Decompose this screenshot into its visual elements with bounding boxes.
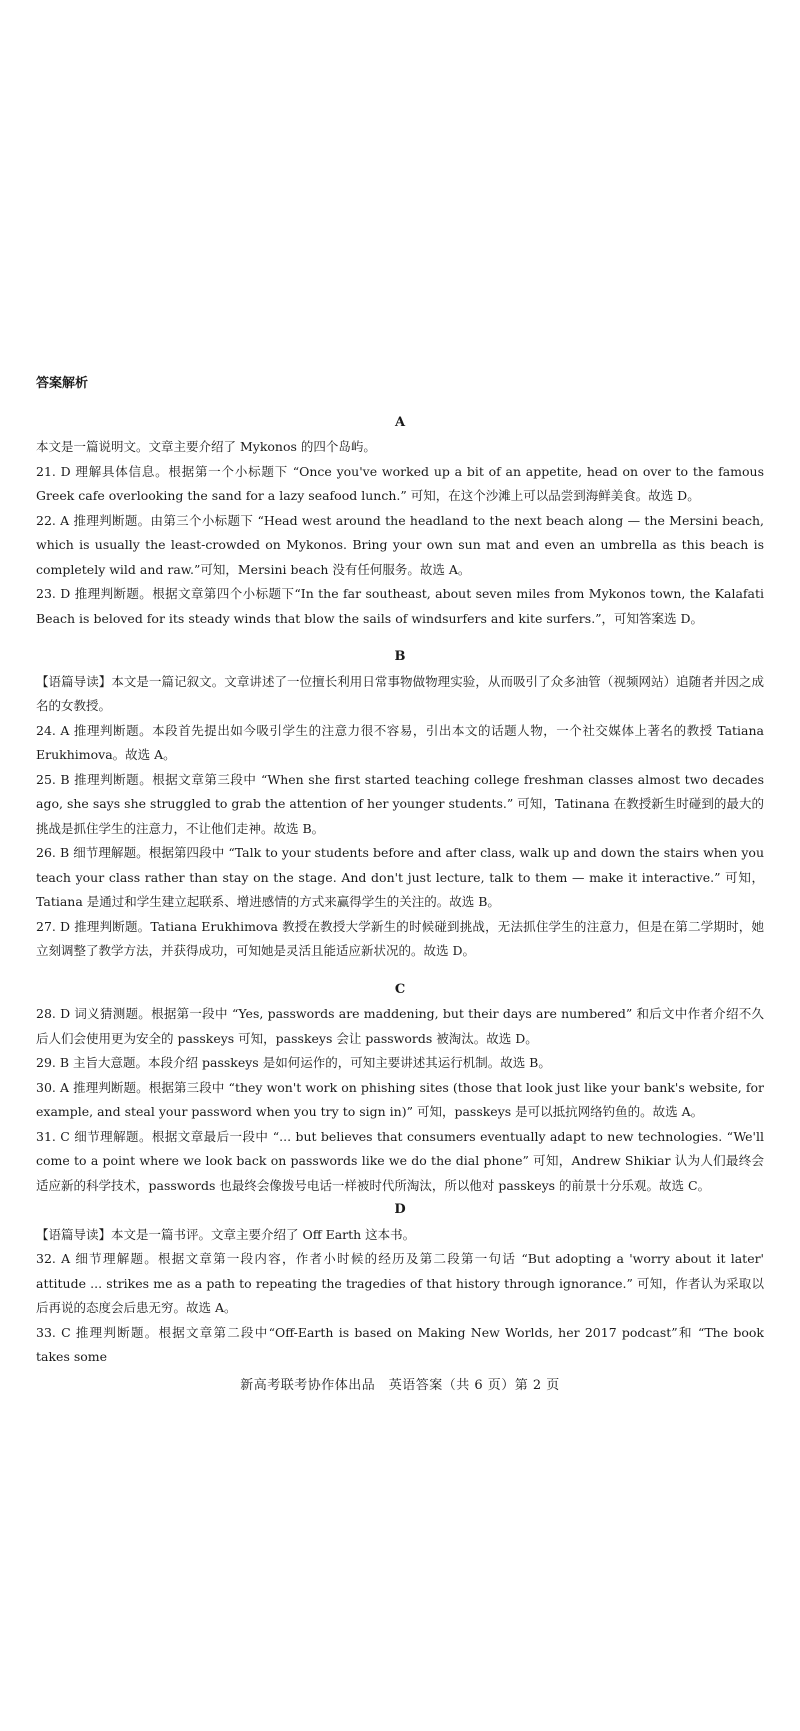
answer-30: 30. A 推理判断题。根据第三段中 “they won't work on phishing sites (those that look just like your bank's website, for example, and steal your password when you try to sign in)” 可知，passkeys 是可以抵抗网络钓鱼的。故选 A。 xyxy=(36,1079,764,1119)
answer-28: 28. D 词义猜测题。根据第一段中 “Yes, passwords are maddening, but their days are numbered” 和后文中作者介绍不久后人们会使用更为安全的 passkeys 可知，passkeys 会让 passwords 被淘汰。故选 D。 xyxy=(36,1006,764,1046)
page-heading: 答案解析 xyxy=(36,376,89,391)
page-footer: 新高考联考协作体出品 英语答案（共 6 页）第 2 页 xyxy=(240,1378,560,1393)
answer-27: 27. D 推理判断题。Tatiana Erukhimova 教授在教授大学新生的时候碰到挑战，无法抓住学生的注意力，但是在第二学期时，她立刻调整了教学方法，并获得成功，可知她是灵活且能适应新状况的。故选 D。 xyxy=(36,918,764,958)
answer-25: 25. B 推理判断题。根据文章第三段中 “When she first started teaching college freshman classes almost two decades ago, she says she struggled to grab the attention of her younger students.” 可知，Tatinana 在教授新生时碰到的最大的挑战是抓住学生的注意力，不让他们走神。故选 B。 xyxy=(36,771,764,836)
section-a-intro: 本文是一篇说明文。文章主要介绍了 Mykonos 的四个岛屿。 xyxy=(36,439,376,454)
answer-32: 32. A 细节理解题。根据文章第一段内容，作者小时候的经历及第二段第一句话 “But adopting a 'worry about it later' attitude ... strikes me as a path to repeating the tragedies of that history through ignorance.” 可知，作者认为采取以后再说的态度会后患无穷。故选 A。 xyxy=(36,1251,764,1315)
section-d-guide: 【语篇导读】本文是一篇书评。文章主要介绍了 Off Earth 这本书。 xyxy=(36,1226,416,1242)
answer-analysis-body xyxy=(36,372,764,1370)
section-b xyxy=(36,645,764,964)
section-a xyxy=(36,411,764,632)
answer-21: 21. D 理解具体信息。根据第一个小标题下 “Once you've worked up a bit of an appetite, head on over to the famous Greek cafe overlooking the sand for a lazy seafood lunch.” 可知，在这个沙滩上可以品尝到海鲜美食。故选 D。 xyxy=(36,463,764,503)
answer-29: 29. B 主旨大意题。本段介绍 passkeys 是如何运作的，可知主要讲述其运行机制。故选 B。 xyxy=(36,1055,551,1070)
section-title: B xyxy=(394,649,406,664)
section-title: C xyxy=(394,981,406,997)
answer-22: 22. A 推理判断题。由第三个小标题下 “Head west around the headland to the next beach along — the Mersini beach, which is usually the least-crowded on Mykonos. Bring your own sun mat and even an umbrella as this beach is completely wild and raw.”可知，Mersini beach 没有任何服务。故选 A。 xyxy=(36,512,764,577)
answer-26: 26. B 细节理解题。根据第四段中 “Talk to your students before and after class, walk up and down the stairs when you teach your class rather than stay on the stage. And don't just lecture, talk to them — make it interactive.” 可知，Tatiana 是通过和学生建立起联系、增进感情的方式来赢得学生的关注的。故选 B。 xyxy=(36,845,764,909)
answer-33: 33. C 推理判断题。根据文章第二段中“Off-Earth is based on Making New Worlds, her 2017 podcast”和 “The book takes some xyxy=(36,1324,764,1364)
section-title: D xyxy=(394,1202,406,1217)
answer-23: 23. D 推理判断题。根据文章第四个小标题下“In the far southeast, about seven miles from Mykonos town, the Kalafati Beach is beloved for its steady winds that blow the sails of windsurfers and kite surfers.”，可知答案选 D。 xyxy=(36,586,764,626)
section-title: A xyxy=(394,414,406,430)
section-b-guide: 【语篇导读】本文是一篇记叙文。文章讲述了一位擅长利用日常事物做物理实验，从而吸引了众多油管（视频网站）追随者并因之成名的女教授。 xyxy=(36,673,764,713)
section-d xyxy=(36,1198,764,1370)
section-c xyxy=(36,978,764,1199)
answer-24: 24. A 推理判断题。本段首先提出如今吸引学生的注意力很不容易，引出本文的话题人物，一个社交媒体上著名的教授 Tatiana Erukhimova。故选 A。 xyxy=(36,722,764,762)
answer-31: 31. C 细节理解题。根据文章最后一段中 “... but believes that consumers eventually adapt to new technologies. “We'll come to a point where we look back on passwords like we do the dial phone” 可知，Andrew Shikiar 认为人们最终会适应新的科学技术，passwords 也最终会像拨号电话一样被时代所淘汰，所以他对 passkeys 的前景十分乐观。故选 C。 xyxy=(36,1128,764,1193)
